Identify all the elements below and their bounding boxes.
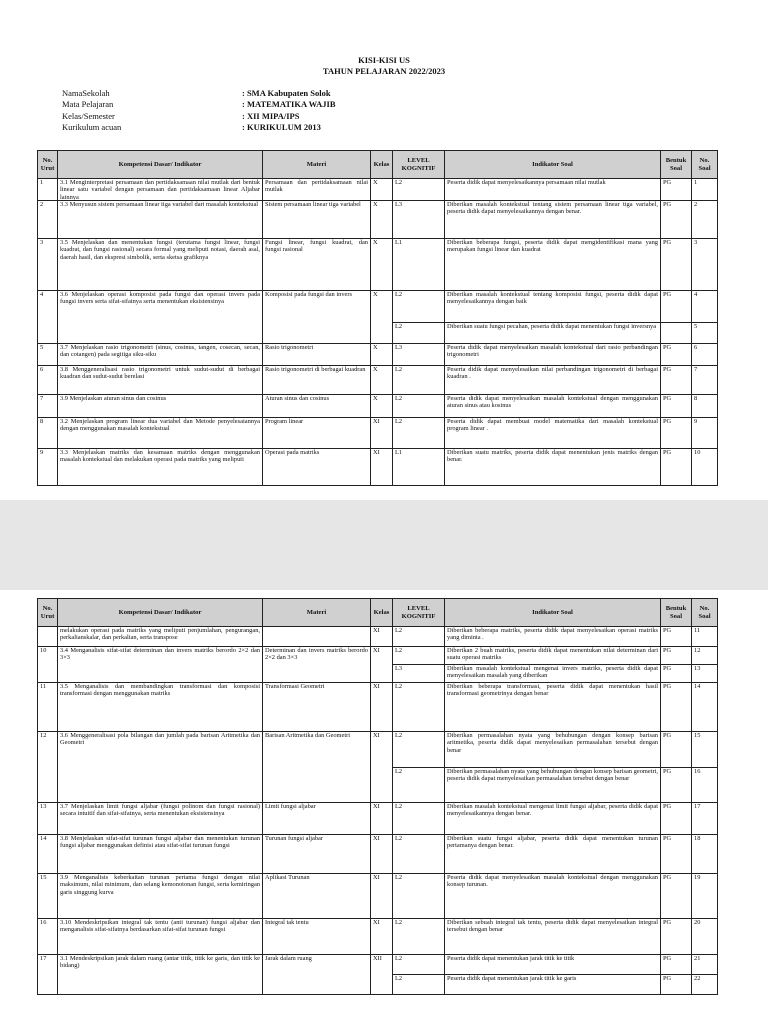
blueprint-table-page-2 <box>37 598 718 995</box>
document-title: KISI-KISI US <box>358 55 410 65</box>
question-type-cell: PG <box>661 768 692 803</box>
table-row <box>38 366 718 395</box>
question-indicator-cell: Diberikan sebuah integral tak tentu, peserta didik dapat menyelesaikan integral tersebut dengan benar <box>445 919 661 955</box>
question-indicator-cell: Diberikan 2 buah matriks, peserta didik dapat menentukan nilai determinan dari suatu operasi matriks <box>445 647 661 665</box>
question-number-cell: 19 <box>692 874 718 919</box>
material-cell: Komposisi pada fungsi dan invers <box>263 291 371 344</box>
competency-cell: 3.2 Menjelaskan program linear dua variabel dan Metode penyelesaiannya dengan menggunakan masalah kontekstual <box>58 418 263 449</box>
table-row <box>38 919 718 955</box>
col-header-no: No. Urut <box>38 599 58 627</box>
cognitive-level-cell: L2 <box>393 874 445 919</box>
class-cell: XI <box>371 732 393 803</box>
col-header-bentuk: Bentuk Soal <box>661 151 692 179</box>
material-cell: Integral tak tentu <box>263 919 371 955</box>
question-number-cell: 21 <box>692 955 718 975</box>
question-indicator-cell: Peserta didik dapat menyelesaikan masalah kontekstual dengan menggunakan konsep turunan. <box>445 874 661 919</box>
row-number <box>38 627 58 647</box>
row-number: 12 <box>38 732 58 803</box>
material-cell: Program linear <box>263 418 371 449</box>
question-type-cell: PG <box>661 395 692 418</box>
table-row <box>38 683 718 732</box>
cognitive-level-cell: L2 <box>393 955 445 975</box>
class-cell: XI <box>371 647 393 683</box>
cognitive-level-cell: L2 <box>393 919 445 955</box>
competency-cell: melakukan operasi pada matriks yang meliputi penjumlahan, pengurangan, perkalianskalar, dan perkalian, serta transpose <box>58 627 263 647</box>
question-indicator-cell: Diberikan beberapa matriks, peserta didik dapat menyelesaikan operasi matriks yang diminta . <box>445 627 661 647</box>
question-number-cell: 10 <box>692 449 718 486</box>
question-type-cell: PG <box>661 179 692 201</box>
material-cell: Jarak dalam ruang <box>263 955 371 995</box>
material-cell: Turunan fungsi aljabar <box>263 835 371 874</box>
cognitive-level-cell: L2 <box>393 627 445 647</box>
question-number-cell: 14 <box>692 683 718 732</box>
row-number: 10 <box>38 647 58 683</box>
competency-cell: 3.7 Menjelaskan limit fungsi aljabar (fungsi polinom dan fungsi rasional) secara intuitif dan sifat-sifatnya, serta menentukan eksistensinya <box>58 803 263 835</box>
competency-cell: 3.8 Menjelaskan sifat-sifat turunan fungsi aljabar dan menentukan turunan fungsi aljabar menggunakan definisi atau sifat-sifat turunan fungsi <box>58 835 263 874</box>
table-row <box>38 344 718 366</box>
question-indicator-cell: Diberikan suatu matriks, peserta didik dapat menentukan jenis matriks dengan benar. <box>445 449 661 486</box>
class-cell: X <box>371 201 393 239</box>
meta-label: NamaSekolah <box>62 88 110 98</box>
class-cell: XI <box>371 919 393 955</box>
row-number: 14 <box>38 835 58 874</box>
question-type-cell: PG <box>661 975 692 995</box>
blueprint-table-page-1 <box>37 150 718 486</box>
competency-cell: 3.7 Menjelaskan rasio trigonometri (sinus, cosinus, tangen, cosecan, secan, dan cotangen) pada segitiga siku-siku <box>58 344 263 366</box>
class-cell: X <box>371 291 393 344</box>
col-header-indikator: Indikator Soal <box>445 599 661 627</box>
row-number: 2 <box>38 201 58 239</box>
cognitive-level-cell: L2 <box>393 975 445 995</box>
question-number-cell: 4 <box>692 291 718 323</box>
competency-cell: 3.3 Menyusun sistem persamaan linear tiga variabel dari masalah kontekstual <box>58 201 263 239</box>
meta-value: : XII MIPA/IPS <box>242 110 300 121</box>
row-number: 6 <box>38 366 58 395</box>
question-number-cell: 2 <box>692 201 718 239</box>
question-number-cell: 22 <box>692 975 718 995</box>
meta-row-curriculum <box>62 122 336 133</box>
question-indicator-cell: Diberikan masalah kontekstual mengenai limit fungsi aljabar, peserta didik dapat menyelesaikannya dengan benar. <box>445 803 661 835</box>
question-number-cell: 9 <box>692 418 718 449</box>
meta-row-school <box>62 88 336 99</box>
question-type-cell: PG <box>661 627 692 647</box>
col-header-kd: Kompetensi Dasar/ Indikator <box>58 151 263 179</box>
document-subtitle: TAHUN PELAJARAN 2022/2023 <box>322 66 446 76</box>
competency-cell: 3.6 Menjelaskan operasi komposisi pada fungsi dan operasi invers pada fungsi invers serta sifat-sifatnya serta menentukan eksistensinya <box>58 291 263 344</box>
question-type-cell: PG <box>661 803 692 835</box>
question-number-cell: 6 <box>692 344 718 366</box>
col-header-kelas: Kelas <box>371 599 393 627</box>
question-indicator-cell: Peserta didik dapat menyelesaikan nilai perbandingan trigonometri di berbagai kuadran . <box>445 366 661 395</box>
cognitive-level-cell: L2 <box>393 418 445 449</box>
material-cell: Sistem persamaan linear tiga variabel <box>263 201 371 239</box>
table-row <box>38 874 718 919</box>
question-type-cell: PG <box>661 418 692 449</box>
question-indicator-cell: Peserta didik dapat membuat model matematika dari masalah kontekstual program linear . <box>445 418 661 449</box>
table-row <box>38 449 718 486</box>
competency-cell: 3.9 Menjelaskan aturan sinus dan cosinus <box>58 395 263 418</box>
question-indicator-cell: Peserta didik dapat menyelesaikan masalah kontekstual dengan menggunakan aturan sinus atau kosinus <box>445 395 661 418</box>
question-indicator-cell: Diberikan suatu fungsi aljabar, peserta didik dapat menentukan turunan pertamanya dengan benar. <box>445 835 661 874</box>
cognitive-level-cell: L2 <box>393 683 445 732</box>
question-type-cell: PG <box>661 366 692 395</box>
table-row <box>38 179 718 201</box>
question-number-cell: 13 <box>692 665 718 683</box>
question-indicator-cell: Peserta didik dapat menentukan jarak titik ke garis <box>445 975 661 995</box>
question-type-cell: PG <box>661 665 692 683</box>
table-row <box>38 732 718 768</box>
question-number-cell: 12 <box>692 647 718 665</box>
meta-label: Mata Pelajaran <box>62 99 114 110</box>
cognitive-level-cell: L1 <box>393 449 445 486</box>
question-indicator-cell: Diberikan suatu fungsi pecahan, peserta didik dapat menentukan fungsi inversnya <box>445 323 661 344</box>
cognitive-level-cell: L3 <box>393 344 445 366</box>
row-number: 11 <box>38 683 58 732</box>
question-type-cell: PG <box>661 239 692 291</box>
row-number: 15 <box>38 874 58 919</box>
table-header-row <box>38 151 718 179</box>
question-type-cell: PG <box>661 955 692 975</box>
col-header-no: No. Urut <box>38 151 58 179</box>
table-row <box>38 291 718 323</box>
question-type-cell: PG <box>661 732 692 768</box>
col-header-indikator: Indikator Soal <box>445 151 661 179</box>
question-indicator-cell: Diberikan beberapa transformasi, peserta didik dapat menentukan hasil transformasi geometrinya dengan benar <box>445 683 661 732</box>
material-cell: Fungsi linear, fungsi kuadrat, dan fungsi rasional <box>263 239 371 291</box>
col-header-bentuk: Bentuk Soal <box>661 599 692 627</box>
question-indicator-cell: Peserta didik dapat menyelesaikan masalah kontekstual dari rasio perbandingan trigonometri <box>445 344 661 366</box>
class-cell: X <box>371 239 393 291</box>
table-row <box>38 239 718 291</box>
cognitive-level-cell: L2 <box>393 768 445 803</box>
class-cell: XI <box>371 835 393 874</box>
col-header-materi: Materi <box>263 599 371 627</box>
table-row <box>38 201 718 239</box>
question-type-cell <box>661 323 692 344</box>
cognitive-level-cell: L2 <box>393 732 445 768</box>
col-header-level: LEVEL KOGNITIF <box>393 599 445 627</box>
question-number-cell: 8 <box>692 395 718 418</box>
class-cell: X <box>371 179 393 201</box>
competency-cell: 3.1 Menginterpretasi persamaan dan pertidaksamaan nilai mutlak dari bentuk linear satu variabel dengan persamaan dan pertidaksamaan linear Aljabar lainnya <box>58 179 263 201</box>
table-row <box>38 418 718 449</box>
question-number-cell: 18 <box>692 835 718 874</box>
competency-cell: 3.3 Menjelaskan matriks dan kesamaan matriks dengan menggunakan masalah kontekstual dan melakukan operasi pada matriks yang meliputi <box>58 449 263 486</box>
material-cell: Aplikasi Turunan <box>263 874 371 919</box>
question-number-cell: 20 <box>692 919 718 955</box>
class-cell: XI <box>371 449 393 486</box>
row-number: 7 <box>38 395 58 418</box>
question-number-cell: 5 <box>692 323 718 344</box>
question-type-cell: PG <box>661 835 692 874</box>
question-number-cell: 17 <box>692 803 718 835</box>
question-type-cell: PG <box>661 919 692 955</box>
class-cell: XI <box>371 627 393 647</box>
competency-cell: 3.5 Menganalisis dan membandingkan transformasi dan komposisi transformasi dengan menggunakan matriks <box>58 683 263 732</box>
col-header-kd: Kompetensi Dasar/ Indikator <box>58 599 263 627</box>
col-header-level: LEVEL KOGNITIF <box>393 151 445 179</box>
competency-cell: 3.8 Menggeneralisasi rasio trigonometri untuk sudut-sudut di berbagai kuadran dan sudut-sudut berelasi <box>58 366 263 395</box>
question-number-cell: 3 <box>692 239 718 291</box>
class-cell: XI <box>371 874 393 919</box>
question-indicator-cell: Diberikan masalah kontekstual tentang sistem persamaan linear tiga variabel, peserta didik dapat menyelesaikannya dengan benar. <box>445 201 661 239</box>
table-header-row <box>38 599 718 627</box>
class-cell: X <box>371 344 393 366</box>
meta-value: : MATEMATIKA WAJIB <box>242 99 336 110</box>
table-row <box>38 627 718 647</box>
question-type-cell: PG <box>661 201 692 239</box>
question-type-cell: PG <box>661 647 692 665</box>
question-number-cell: 7 <box>692 366 718 395</box>
table-row <box>38 647 718 665</box>
table-row <box>38 955 718 975</box>
question-indicator-cell: Diberikan masalah kontekstual tentang komposisi fungsi, peserta didik dapat menyelesaikannya dengan baik <box>445 291 661 323</box>
meta-row-class <box>62 111 336 122</box>
cognitive-level-cell: L3 <box>393 201 445 239</box>
meta-value: : KURIKULUM 2013 <box>242 121 321 132</box>
material-cell: Rasio trigonometri di berbagai kuadran <box>263 366 371 395</box>
material-cell: Persamaan dan pertidaksamaan nilai mutlak <box>263 179 371 201</box>
meta-row-subject <box>62 99 336 110</box>
cognitive-level-cell: L2 <box>393 179 445 201</box>
table-row <box>38 803 718 835</box>
question-indicator-cell: Diberikan beberapa fungsi, peserta didik dapat mengidentifikasi mana yang merupakan fungsi linear dan kuadrat <box>445 239 661 291</box>
competency-cell: 3.6 Menggeneralisasi pola bilangan dan jumlah pada barisan Aritmetika dan Geometri <box>58 732 263 803</box>
row-number: 16 <box>38 919 58 955</box>
cognitive-level-cell: L2 <box>393 366 445 395</box>
class-cell: XI <box>371 803 393 835</box>
question-indicator-cell: Diberikan masalah kontekstual mengenai invers matriks, peserta didik dapat menyelesaikan masalah yang diberikan <box>445 665 661 683</box>
question-number-cell: 16 <box>692 768 718 803</box>
material-cell: Rasio trigonometri <box>263 344 371 366</box>
meta-value: : SMA Kabupaten Solok <box>242 88 331 98</box>
material-cell: Aturan sinus dan cosinus <box>263 395 371 418</box>
question-indicator-cell: Diberikan permasalahan nyata yang behubungan dengan konsep barisan geometri, peserta didik dapat menyelesaikan permasalahan tersebut dengan benar <box>445 768 661 803</box>
cognitive-level-cell: L2 <box>393 291 445 323</box>
competency-cell: 3.4 Menganalisis sifat-sifat determinan dan invers matriks berordo 2×2 dan 3×3 <box>58 647 263 683</box>
question-number-cell: 11 <box>692 627 718 647</box>
row-number: 8 <box>38 418 58 449</box>
cognitive-level-cell: L2 <box>393 803 445 835</box>
class-cell: XII <box>371 955 393 995</box>
document-page-2 <box>0 590 768 1024</box>
col-header-nosoal: No. Soal <box>692 151 718 179</box>
question-type-cell: PG <box>661 874 692 919</box>
material-cell: Determinan dan invers matriks berordo 2×2 dan 3×3 <box>263 647 371 683</box>
material-cell: Transformasi Geometri <box>263 683 371 732</box>
cognitive-level-cell: L2 <box>393 395 445 418</box>
class-cell: X <box>371 366 393 395</box>
cognitive-level-cell: L1 <box>393 239 445 291</box>
class-cell: XI <box>371 683 393 732</box>
question-type-cell: PG <box>661 683 692 732</box>
competency-cell: 3.10 Mendeskripsikan integral tak tentu (anti turunan) fungsi aljabar dan menganalisis sifat-sifatnya berdasarkan sifat-sifat turunan fungsi <box>58 919 263 955</box>
competency-cell: 3.5 Menjelaskan dan menentukan fungsi (terutama fungsi linear, fungsi kuadrat, dan fungsi rasional) secara formal yang meliputi notasi, daerah asal, daerah hasil, dan ekspresi simbolik, serta sketsa grafiknya <box>58 239 263 291</box>
row-number: 1 <box>38 179 58 201</box>
meta-label: Kelas/Semester <box>62 110 115 121</box>
material-cell: Limit fungsi aljabar <box>263 803 371 835</box>
question-indicator-cell: Diberikan permasalahan nyata yang behubungan dengan konsep barisan aritmetika, peserta didik dapat menyelesaikan permasalahan tersebut dengan benar <box>445 732 661 768</box>
class-cell: XI <box>371 418 393 449</box>
class-cell: X <box>371 395 393 418</box>
row-number: 3 <box>38 239 58 291</box>
competency-cell: 3.1 Mendeskripsikan jarak dalam ruang (antar titik, titik ke garis, dan titik ke bidang) <box>58 955 263 995</box>
row-number: 5 <box>38 344 58 366</box>
table-row <box>38 395 718 418</box>
question-number-cell: 15 <box>692 732 718 768</box>
material-cell: Operasi pada matriks <box>263 449 371 486</box>
question-type-cell: PG <box>661 344 692 366</box>
col-header-nosoal: No. Soal <box>692 599 718 627</box>
meta-label: Kurikulum acuan <box>62 121 122 132</box>
col-header-materi: Materi <box>263 151 371 179</box>
cognitive-level-cell: L3 <box>393 665 445 683</box>
cognitive-level-cell: L2 <box>393 323 445 344</box>
page-gap <box>0 500 768 590</box>
row-number: 17 <box>38 955 58 995</box>
row-number: 4 <box>38 291 58 344</box>
question-number-cell: 1 <box>692 179 718 201</box>
row-number: 13 <box>38 803 58 835</box>
col-header-kelas: Kelas <box>371 151 393 179</box>
cognitive-level-cell: L2 <box>393 835 445 874</box>
question-type-cell: PG <box>661 291 692 323</box>
identity-block <box>62 88 336 133</box>
cognitive-level-cell: L2 <box>393 647 445 665</box>
question-indicator-cell: Peserta didik dapat menentukan jarak titik ke titik <box>445 955 661 975</box>
material-cell <box>263 627 371 647</box>
document-page-1 <box>0 0 768 500</box>
question-indicator-cell: Peserta didik dapat menyelesaikannya persamaan nilai mutlak <box>445 179 661 201</box>
row-number: 9 <box>38 449 58 486</box>
question-type-cell: PG <box>661 449 692 486</box>
material-cell: Barisan Aritmetika dan Geometri <box>263 732 371 803</box>
table-row <box>38 835 718 874</box>
competency-cell: 3.9 Menganalisis keberkaitan turunan pertama fungsi dengan nilai maksimum, nilai minimum, dan selang kemonotonan fungsi, serta kemiringan garis singgung kurva <box>58 874 263 919</box>
